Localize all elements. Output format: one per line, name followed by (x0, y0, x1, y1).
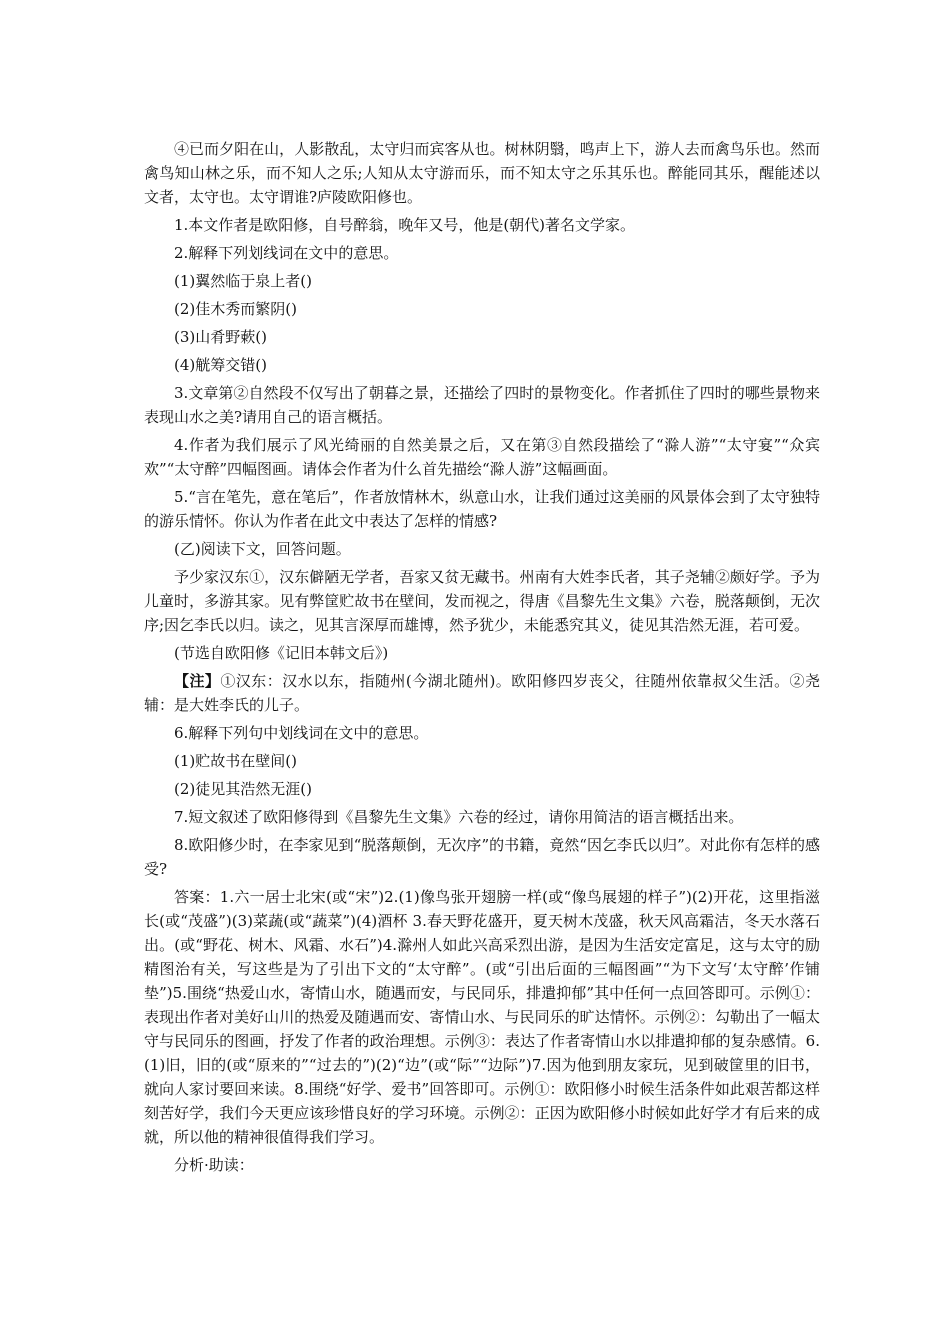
question-4: 4.作者为我们展示了风光绮丽的自然美景之后，又在第③自然段描绘了“滁人游”“太守宴”“众宾欢”“太守醉”四幅图画。请体会作者为什么首先描绘“滁人游”这幅画面。 (144, 436, 820, 478)
answers: 答案：1.六一居士北宋(或“宋”)2.(1)像鸟张开翅膀一样(或“像鸟展翅的样子”)(2)开花，这里指滋长(或“茂盛”)(3)菜蔬(或“蔬菜”)(4)酒杯 3.春天野花盛开，夏天树木茂盛，秋天风高霜洁，冬天水落石出。(或“野花、树木、风霜、水石”)4.滁州人如此兴高采烈出游，是因为生活安定富足，这与太守的励精图治有关，写这些是为了引出下文的“太守醉”。(或“引出后面的三幅图画”“为下文写‘太守醉’作铺垫”)5.围绕“热爱山水，寄情山水，随遇而安，与民同乐，排遣抑郁”其中任何一点回答即可。示例①：表现出作者对美好山川的热爱及随遇而安、寄情山水、与民同乐的旷达情怀。示例②：勾勒出了一幅太守与民同乐的图画，抒发了作者的政治理想。示例③：表达了作者寄情山水以排遣抑郁的复杂感情。6.(1)旧，旧的(或“原来的”“过去的”)(2)“边”(或“际”“边际”)7.因为他到朋友家玩，见到破筐里的旧书，就向人家讨要回来读。8.围绕“好学、爱书”回答即可。示例①：欧阳修小时候生活条件如此艰苦都这样刻苦好学，我们今天更应该珍惜良好的学习环境。示例②：正因为欧阳修小时候如此好学才有后来的成就，所以他的精神很值得我们学习。 (144, 888, 820, 1146)
section-b-heading: (乙)阅读下文，回答问题。 (174, 540, 351, 558)
paragraph-4: ④已而夕阳在山，人影散乱，太守归而宾客从也。树林阴翳，鸣声上下，游人去而禽鸟乐也。然而禽鸟知山林之乐，而不知人之乐;人知从太守游而乐，而不知太守之乐其乐也。醉能同其乐，醒能述以文者，太守也。太守谓谁?庐陵欧阳修也。 (144, 140, 820, 206)
question-2-item-4: (4)觥筹交错() (174, 356, 267, 374)
annotation (144, 669, 820, 717)
question-2-item-2: (2)佳木秀而繁阴() (174, 300, 297, 318)
question-1: 1.本文作者是欧阳修，自号醉翁，晚年又号，他是(朝代)著名文学家。 (174, 216, 636, 234)
question-2-item-1: (1)翼然临于泉上者() (174, 272, 312, 290)
passage-b: 予少家汉东①，汉东僻陋无学者，吾家又贫无藏书。州南有大姓李氏者，其子尧辅②颇好学。予为儿童时，多游其家。见有弊筐贮故书在壁间，发而视之，得唐《昌黎先生文集》六卷，脱落颠倒，无次序;因乞李氏以归。读之，见其言深厚而雄博，然予犹少，未能悉究其义，徒见其浩然无涯，若可爱。 (144, 568, 820, 634)
annotation-label: 【注】 (174, 672, 221, 690)
annotation-text: ①汉东：汉水以东，指随州(今湖北随州)。欧阳修四岁丧父，往随州依靠叔父生活。②尧辅：是大姓李氏的儿子。 (144, 672, 820, 714)
document-body (144, 137, 820, 1181)
analysis-heading: 分析·助读： (174, 1156, 254, 1174)
question-6: 6.解释下列句中划线词在文中的意思。 (174, 724, 429, 742)
question-5: 5.“言在笔先，意在笔后”，作者放情林木，纵意山水，让我们通过这美丽的风景体会到了太守独特的游乐情怀。你认为作者在此文中表达了怎样的情感? (144, 488, 820, 530)
question-6-item-2: (2)徒见其浩然无涯() (174, 780, 312, 798)
question-2: 2.解释下列划线词在文中的意思。 (174, 244, 399, 262)
passage-b-source: (节选自欧阳修《记旧本韩文后》) (174, 644, 389, 662)
question-8: 8.欧阳修少时，在李家见到“脱落颠倒，无次序”的书籍，竟然“因乞李氏以归”。对此你有怎样的感受? (144, 836, 820, 878)
question-7: 7.短文叙述了欧阳修得到《昌黎先生文集》六卷的经过，请你用简洁的语言概括出来。 (174, 808, 744, 826)
question-3: 3.文章第②自然段不仅写出了朝暮之景，还描绘了四时的景物变化。作者抓住了四时的哪些景物来表现山水之美?请用自己的语言概括。 (144, 384, 820, 426)
question-2-item-3: (3)山肴野蔌() (174, 328, 267, 346)
question-6-item-1: (1)贮故书在壁间() (174, 752, 297, 770)
